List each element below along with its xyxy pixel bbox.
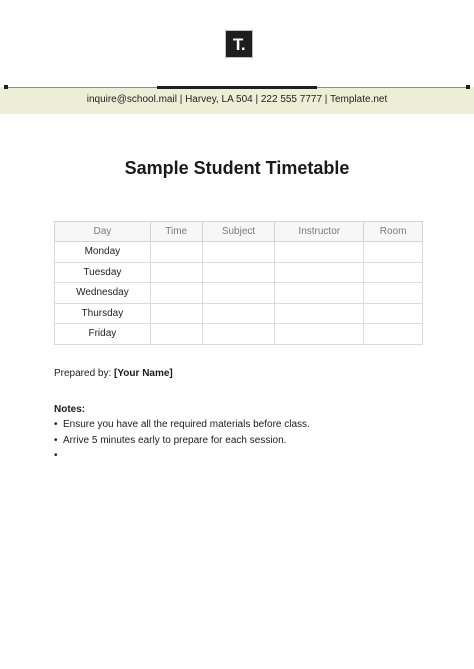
cell-room [364, 303, 423, 324]
cell-day: Wednesday [55, 283, 151, 304]
cell-instructor [275, 283, 364, 304]
cell-subject [202, 242, 275, 263]
cell-instructor [275, 303, 364, 324]
cell-subject [202, 303, 275, 324]
cell-day: Thursday [55, 303, 151, 324]
table-row [55, 242, 423, 263]
cell-time [150, 303, 202, 324]
contact-line: inquire@school.mail | Harvey, LA 504 | 222 555 7777 | Template.net [86, 94, 388, 105]
cell-day: Tuesday [55, 262, 151, 283]
cell-day: Monday [55, 242, 151, 263]
cell-room [364, 262, 423, 283]
list-item [54, 450, 310, 466]
cell-room [364, 324, 423, 345]
cell-subject [202, 324, 275, 345]
cell-instructor [275, 324, 364, 345]
cell-subject [202, 283, 275, 304]
document-title: Sample Student Timetable [124, 158, 350, 178]
prepared-by [54, 368, 173, 379]
cell-day: Friday [55, 324, 151, 345]
cell-instructor [275, 262, 364, 283]
prepared-by-name: [Your Name] [114, 368, 173, 379]
list-item: • Ensure you have all the required materials before class. [54, 419, 310, 435]
template-logo [225, 30, 253, 58]
column-header-time: Time [150, 222, 202, 242]
cell-time [150, 324, 202, 345]
notes-list [54, 419, 310, 466]
cell-time [150, 242, 202, 263]
cell-time [150, 283, 202, 304]
table-row [55, 303, 423, 324]
cell-time [150, 262, 202, 283]
header-accent-bar [157, 86, 317, 89]
header-rule-dot-left [4, 85, 8, 89]
timetable-header-row [55, 222, 423, 242]
cell-instructor [275, 242, 364, 263]
timetable [54, 221, 423, 345]
header-rule-dot-right [466, 85, 470, 89]
table-row [55, 283, 423, 304]
cell-room [364, 283, 423, 304]
column-header-subject: Subject [202, 222, 275, 242]
column-header-instructor: Instructor [275, 222, 364, 242]
prepared-by-label: Prepared by: [54, 368, 112, 379]
logo-glyph: T. [232, 34, 246, 54]
notes-heading: Notes: [54, 404, 86, 415]
column-header-day: Day [55, 222, 151, 242]
table-row [55, 262, 423, 283]
header-band [0, 87, 474, 114]
list-item: • Arrive 5 minutes early to prepare for each session. [54, 435, 310, 451]
cell-subject [202, 262, 275, 283]
cell-room [364, 242, 423, 263]
column-header-room: Room [364, 222, 423, 242]
table-row [55, 324, 423, 345]
